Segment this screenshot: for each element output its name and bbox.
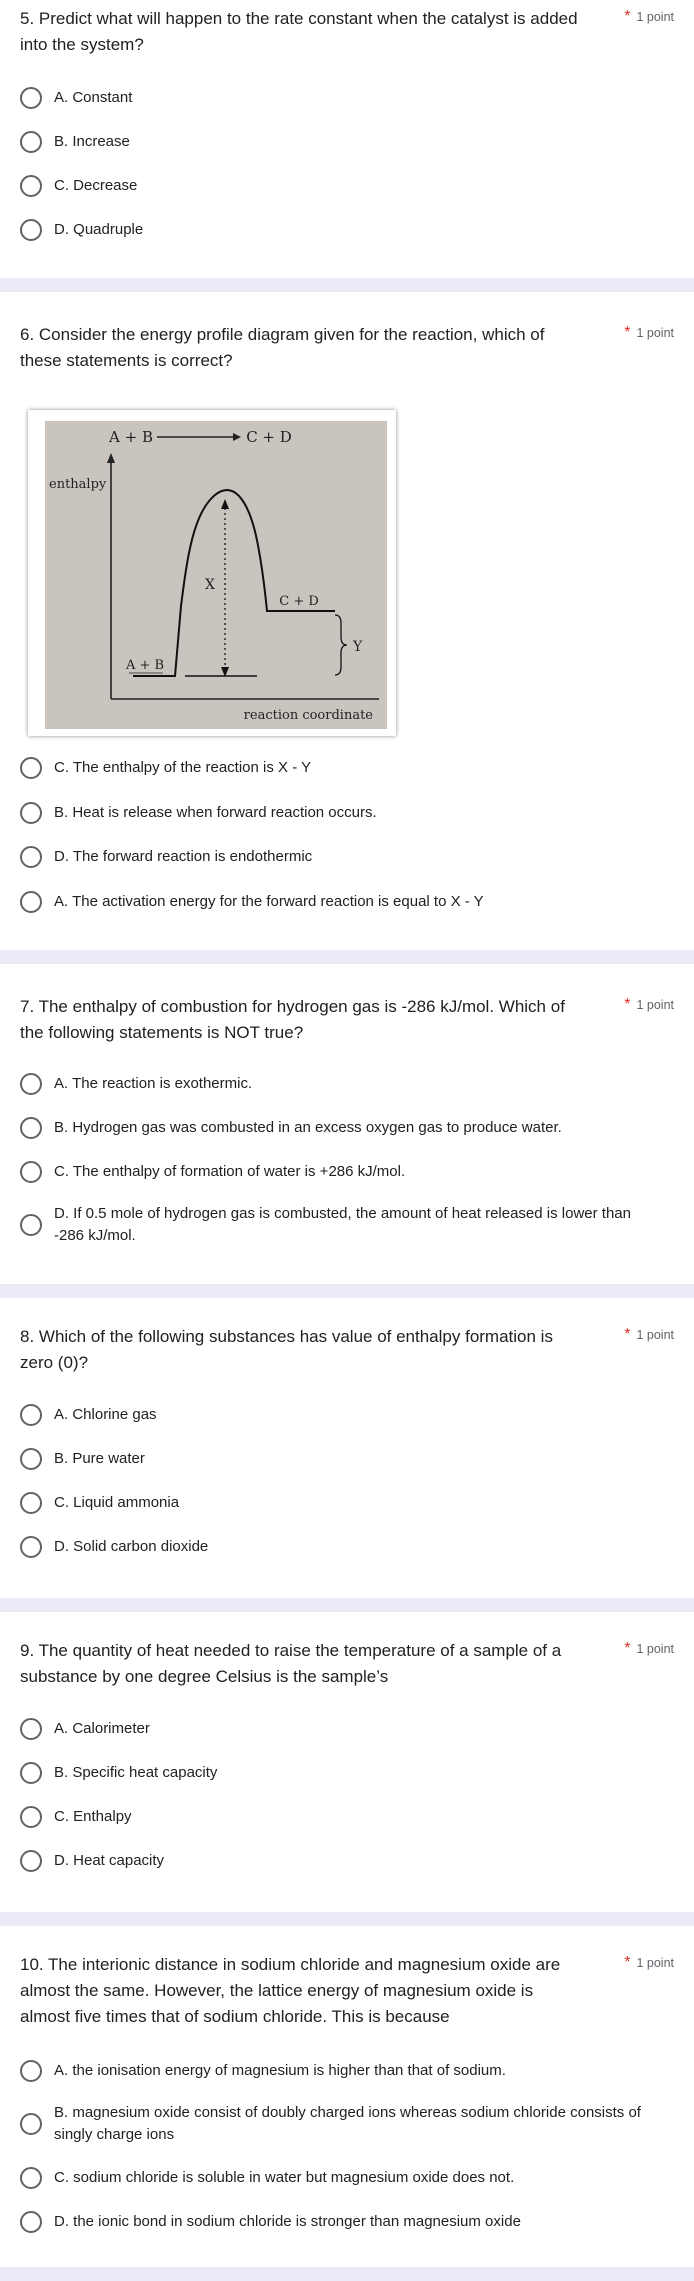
radio-button[interactable] — [20, 2211, 42, 2233]
figure-background — [45, 421, 387, 729]
option-q9-d[interactable] — [20, 1850, 654, 1872]
question-header — [20, 994, 674, 1046]
radio-button[interactable] — [20, 1448, 42, 1470]
radio-button[interactable] — [20, 846, 42, 868]
question-meta — [624, 1954, 674, 1972]
question-card-10 — [0, 1926, 694, 2267]
option-q9-c[interactable] — [20, 1806, 654, 1828]
radio-button[interactable] — [20, 757, 42, 779]
question-title: 7. The enthalpy of combustion for hydrogen gas is -286 kJ/mol. Which of the following statements is NOT true? — [20, 997, 565, 1042]
option-label: B. Specific heat capacity — [54, 1764, 218, 1781]
label-reactants: A + B — [125, 658, 165, 673]
option-q6-3[interactable] — [20, 846, 654, 868]
equation-products: C + D — [246, 428, 292, 446]
radio-button[interactable] — [20, 131, 42, 153]
radio-button[interactable] — [20, 1161, 42, 1183]
radio-button[interactable] — [20, 802, 42, 824]
radio-button[interactable] — [20, 175, 42, 197]
option-q10-b[interactable] — [20, 2102, 654, 2146]
radio-button[interactable] — [20, 1117, 42, 1139]
radio-button[interactable] — [20, 2060, 42, 2082]
option-label: A. Chlorine gas — [54, 1406, 157, 1423]
question-title: 6. Consider the energy profile diagram given for the reaction, which of these statements is correct? — [20, 325, 545, 370]
radio-button[interactable] — [20, 219, 42, 241]
label-products: C + D — [279, 594, 319, 609]
option-label: C. Decrease — [54, 177, 138, 194]
option-q7-a[interactable] — [20, 1073, 654, 1095]
radio-button[interactable] — [20, 87, 42, 109]
question-card-7 — [0, 964, 694, 1284]
option-q8-c[interactable] — [20, 1492, 654, 1514]
option-q9-b[interactable] — [20, 1762, 654, 1784]
radio-button[interactable] — [20, 1762, 42, 1784]
section-separator — [0, 1284, 694, 1298]
section-separator — [0, 950, 694, 964]
option-q5-b[interactable] — [20, 131, 654, 153]
question-title: 9. The quantity of heat needed to raise the temperature of a sample of a substance by one degree Celsius is the sample’s — [20, 1641, 562, 1686]
option-label: A. Calorimeter — [54, 1720, 150, 1737]
option-q7-b[interactable] — [20, 1117, 654, 1139]
option-q7-d[interactable] — [20, 1203, 654, 1247]
required-asterisk: * — [624, 324, 631, 341]
energy-profile-image — [28, 410, 396, 736]
option-label: A. Constant — [54, 89, 133, 106]
section-separator — [0, 2267, 694, 2281]
option-label: B. Pure water — [54, 1450, 145, 1467]
required-asterisk: * — [624, 996, 631, 1013]
option-label: B. Heat is release when forward reaction occurs. — [54, 804, 377, 821]
question-points: 1 point — [636, 1956, 674, 1970]
option-label: C. Enthalpy — [54, 1808, 132, 1825]
radio-button[interactable] — [20, 1214, 42, 1236]
radio-button[interactable] — [20, 891, 42, 913]
option-q5-c[interactable] — [20, 175, 654, 197]
question-header — [20, 1952, 674, 2030]
option-q6-4[interactable] — [20, 891, 654, 913]
option-label: A. the ionisation energy of magnesium is higher than that of sodium. — [54, 2062, 506, 2079]
energy-profile-diagram — [45, 421, 387, 729]
option-label: D. Quadruple — [54, 221, 144, 238]
section-separator — [0, 1912, 694, 1926]
option-label: C. The enthalpy of formation of water is +286 kJ/mol. — [54, 1163, 406, 1180]
question-card-9 — [0, 1612, 694, 1912]
required-asterisk: * — [624, 1640, 631, 1657]
option-q7-c[interactable] — [20, 1161, 654, 1183]
option-q8-a[interactable] — [20, 1404, 654, 1426]
option-label: B. magnesium oxide consist of doubly charged ions whereas sodium chloride consists of singly charge ions — [54, 2104, 641, 2143]
option-label: B. Hydrogen gas was combusted in an excess oxygen gas to produce water. — [54, 1119, 562, 1136]
y-axis-label: enthalpy — [49, 477, 107, 492]
option-q10-d[interactable] — [20, 2211, 654, 2233]
option-q9-a[interactable] — [20, 1718, 654, 1740]
question-card-6 — [0, 292, 694, 950]
option-q6-1[interactable] — [20, 757, 654, 779]
option-q10-c[interactable] — [20, 2167, 654, 2189]
question-title: 5. Predict what will happen to the rate constant when the catalyst is added into the system? — [20, 9, 578, 54]
option-q6-2[interactable] — [20, 802, 654, 824]
question-points: 1 point — [636, 326, 674, 340]
option-label: A. The reaction is exothermic. — [54, 1075, 253, 1092]
question-meta — [624, 1326, 674, 1344]
option-label: C. sodium chloride is soluble in water but magnesium oxide does not. — [54, 2169, 515, 2186]
option-label: D. The forward reaction is endothermic — [54, 848, 313, 865]
radio-button[interactable] — [20, 1536, 42, 1558]
question-header — [20, 1324, 674, 1376]
section-separator — [0, 278, 694, 292]
option-label: D. the ionic bond in sodium chloride is stronger than magnesium oxide — [54, 2213, 521, 2230]
option-q10-a[interactable] — [20, 2060, 654, 2082]
question-title: 8. Which of the following substances has value of enthalpy formation is zero (0)? — [20, 1327, 553, 1372]
radio-button[interactable] — [20, 1492, 42, 1514]
required-asterisk: * — [624, 8, 631, 25]
radio-button[interactable] — [20, 1073, 42, 1095]
question-meta — [624, 8, 674, 26]
question-header — [20, 322, 674, 374]
option-label: C. Liquid ammonia — [54, 1494, 180, 1511]
x-axis-label: reaction coordinate — [243, 708, 373, 723]
required-asterisk: * — [624, 1326, 631, 1343]
option-q8-b[interactable] — [20, 1448, 654, 1470]
question-header — [20, 6, 674, 58]
radio-button[interactable] — [20, 1404, 42, 1426]
section-separator — [0, 1598, 694, 1612]
option-q5-a[interactable] — [20, 87, 654, 109]
radio-button[interactable] — [20, 2113, 42, 2135]
question-points: 1 point — [636, 1328, 674, 1342]
question-points: 1 point — [636, 10, 674, 24]
option-label: A. The activation energy for the forward reaction is equal to X - Y — [54, 893, 484, 910]
question-points: 1 point — [636, 998, 674, 1012]
label-y: Y — [353, 639, 363, 655]
radio-button[interactable] — [20, 1718, 42, 1740]
label-x: X — [205, 577, 215, 593]
option-label: C. The enthalpy of the reaction is X - Y — [54, 759, 312, 776]
question-card-8 — [0, 1298, 694, 1598]
question-points: 1 point — [636, 1642, 674, 1656]
question-title: 10. The interionic distance in sodium chloride and magnesium oxide are almost the same. However, the lattice energy of magnesium oxide is almost five times that of sodium chloride. This is because — [20, 1955, 561, 2026]
option-label: D. Heat capacity — [54, 1852, 165, 1869]
option-q8-d[interactable] — [20, 1536, 654, 1558]
option-label: D. Solid carbon dioxide — [54, 1538, 209, 1555]
radio-button[interactable] — [20, 1806, 42, 1828]
option-label: B. Increase — [54, 133, 130, 150]
question-header — [20, 1638, 674, 1690]
question-card-5 — [0, 0, 694, 278]
equation-reactants: A + B — [109, 428, 153, 446]
radio-button[interactable] — [20, 2167, 42, 2189]
question-meta — [624, 996, 674, 1014]
question-meta — [624, 1640, 674, 1658]
question-meta — [624, 324, 674, 342]
option-q5-d[interactable] — [20, 219, 654, 241]
radio-button[interactable] — [20, 1850, 42, 1872]
required-asterisk: * — [624, 1954, 631, 1971]
option-label: D. If 0.5 mole of hydrogen gas is combusted, the amount of heat released is lower than -286 kJ/mol. — [54, 1205, 631, 1244]
